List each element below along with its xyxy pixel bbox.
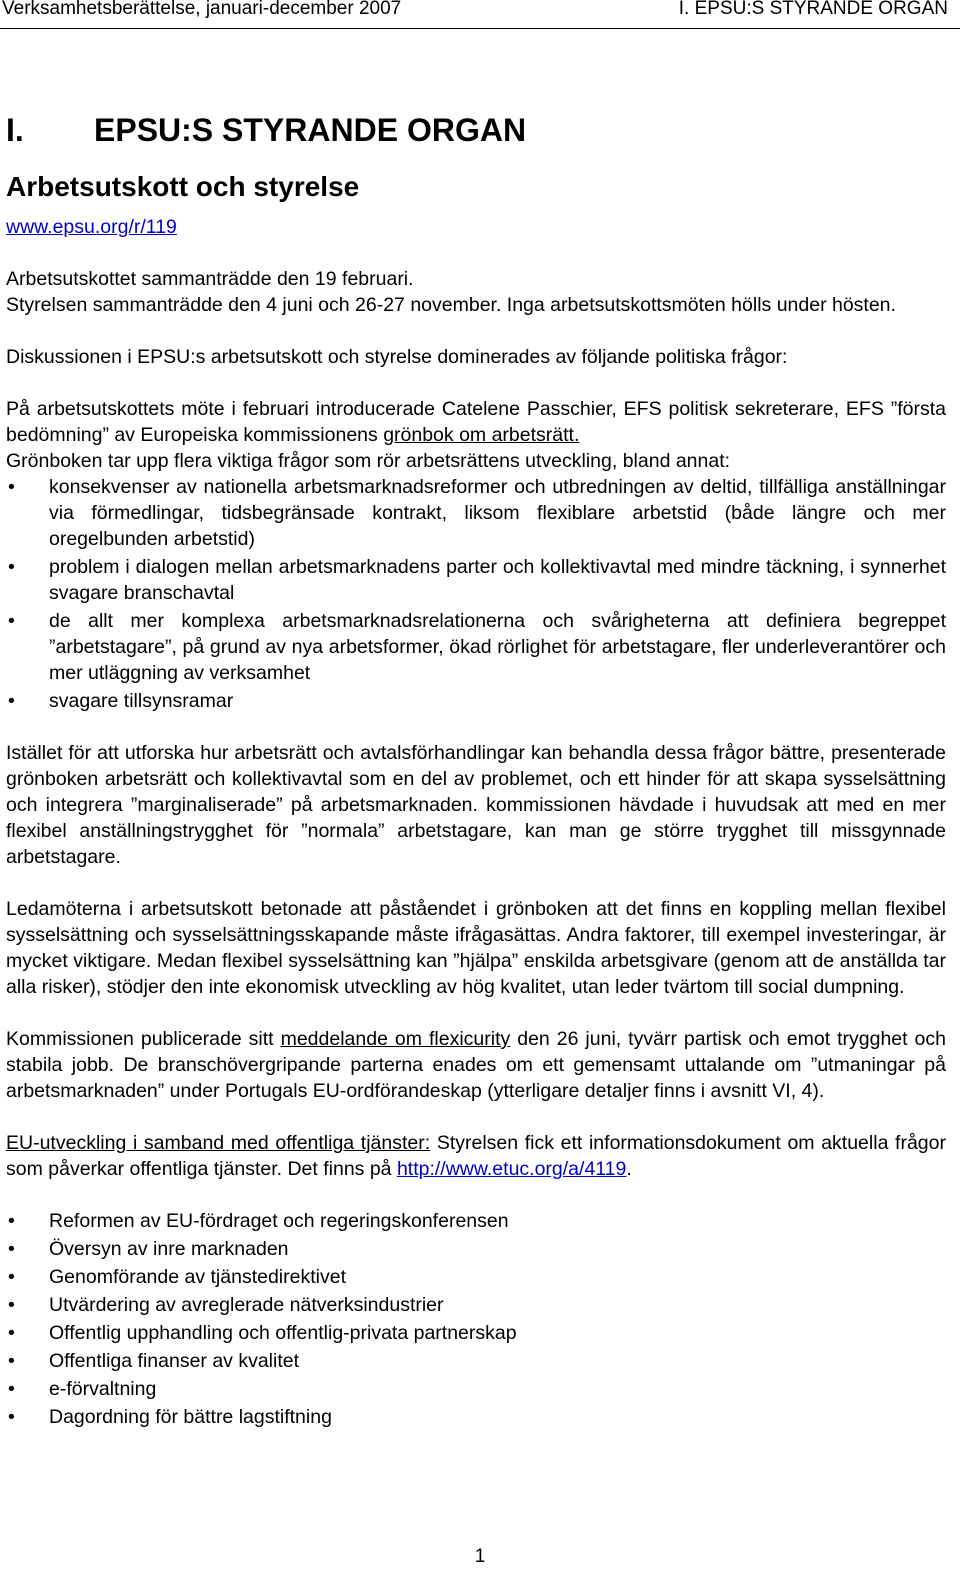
list-item: • Översyn av inre marknaden (8, 1238, 289, 1260)
etuc-link[interactable]: http://www.etuc.org/a/4119 (396, 1158, 627, 1180)
public-services-heading: EU-utveckling i samband med offentliga tjänster: (6, 1132, 431, 1154)
list-item: • Utvärdering av avreglerade nätverksindustrier (8, 1294, 444, 1316)
list-item: • Genomförande av tjänstedirektivet (8, 1266, 346, 1288)
green-paper-text: På arbetsutskottets möte i februari introducerade Catelene Passchier, EFS politisk sekreterare, EFS ”första bedömning” av Europeiska kommissionens (6, 398, 946, 446)
intro-paragraph: Diskussionen i EPSU:s arbetsutskott och styrelse dominerades av följande politiska frågor: (6, 346, 788, 368)
bullet-icon: • (8, 556, 15, 578)
green-paper-list (6, 474, 946, 714)
bullet-icon: • (8, 1378, 15, 1400)
bullet-icon: • (8, 1238, 15, 1260)
chapter-heading (6, 110, 946, 150)
members-paragraph: Ledamöterna i arbetsutskott betonade att påståendet i grönboken att det finns en koppling mellan flexibel sysselsättning och sysselsättningsskapande måste ifrågasättas. Andra faktorer, till exempel investeringar, är mycket viktigare. Medan flexibel sysselsättning kan ”hjälpa” enskilda arbetsgivare (genom att de anställda tar alla risker), stödjer den inte ekonomisk utveckling av hög kvalitet, utan leder tvärtom till social dumpning. (6, 898, 946, 998)
flexicurity-paragraph: Kommissionen publicerade sitt meddelande om flexicurity den 26 juni, tyvärr partisk och emot trygghet och stabila jobb. De branschövergripande parterna enades om ett gemensamt uttalande om ”utmaningar på arbetsmarknaden” under Portugals EU-ordförandeskap (ytterligare detaljer finns i avsnitt VI, 4). (6, 1028, 946, 1102)
document-body (6, 110, 946, 1432)
list-item: • Dagordning för bättre lagstiftning (8, 1406, 332, 1428)
bullet-icon: • (8, 690, 15, 712)
bullet-icon: • (8, 610, 15, 632)
header-right: I. EPSU:S STYRANDE ORGAN (678, 0, 948, 19)
header-left: Verksamhetsberättelse, januari-december 2007 (2, 0, 402, 19)
list-item: • Offentlig upphandling och offentlig-privata partnerskap (8, 1322, 517, 1344)
meeting-line-1: Arbetsutskottet sammanträdde den 19 februari. (6, 268, 414, 290)
public-services-list (6, 1208, 946, 1430)
chapter-title: EPSU:S STYRANDE ORGAN (94, 112, 527, 148)
bullet-icon: • (8, 476, 15, 498)
list-item: • problem i dialogen mellan arbetsmarknadens parter och kollektivavtal med mindre täckning, i synnerhet svagare branschavtal (8, 556, 946, 604)
list-item: • Offentliga finanser av kvalitet (8, 1350, 300, 1372)
list-item: • de allt mer komplexa arbetsmarknadsrelationerna och svårigheterna att definiera begreppet ”arbetstagare”, på grund av nya arbetsformer, ökad rörlighet för arbetstagare, fler underleverantörer och mer utläggning av verksamhet (8, 610, 946, 684)
list-item: • svagare tillsynsramar (8, 690, 234, 712)
green-paper-link[interactable]: grönbok om arbetsrätt. (383, 424, 580, 446)
list-item: • konsekvenser av nationella arbetsmarknadsreformer och utbredningen av deltid, tillfälliga anställningar via förmedlingar, tidsbegränsade kontrakt, liksom flexiblare arbetstid (både längre och mer oregelbunden arbetstid) (8, 476, 946, 550)
bullet-icon: • (8, 1322, 15, 1344)
bullet-icon: • (8, 1266, 15, 1288)
bullet-icon: • (8, 1210, 15, 1232)
bullet-icon: • (8, 1350, 15, 1372)
public-services-paragraph: EU-utveckling i samband med offentliga tjänster: Styrelsen fick ett informationsdokument om aktuella frågor som påverkar offentliga tjänster. Det finns på http://www.etuc.org/a/4119. (6, 1132, 946, 1180)
flexicurity-link[interactable]: meddelande om flexicurity (280, 1028, 511, 1050)
green-paper-paragraph (6, 396, 946, 448)
bullet-icon: • (8, 1406, 15, 1428)
chapter-number: I. (6, 112, 24, 148)
list-item: • e-förvaltning (8, 1378, 157, 1400)
section-title: Arbetsutskott och styrelse (6, 171, 360, 202)
list-item: • Reformen av EU-fördraget och regeringskonferensen (8, 1210, 509, 1232)
instead-paragraph: Istället för att utforska hur arbetsrätt och avtalsförhandlingar kan behandla dessa frågor bättre, presenterade grönboken arbetsrätt och kollektivavtal som en del av problemet, och ett hinder för att skapa sysselsättning och integrera ”marginaliserade” på arbetsmarknaden. kommissionen hävdade i huvudsak att med en mer flexibel anställningstrygghet för ”normala” arbetstagare, kan man ge större trygghet till missgynnade arbetstagare. (6, 742, 946, 868)
meeting-line-2: Styrelsen sammanträdde den 4 juni och 26-27 november. Inga arbetsutskottsmöten hölls under hösten. (6, 294, 896, 316)
green-paper-intro: Grönboken tar upp flera viktiga frågor som rör arbetsrättens utveckling, bland annat: (6, 450, 731, 472)
bullet-icon: • (8, 1294, 15, 1316)
section-link[interactable]: www.epsu.org/r/119 (6, 216, 177, 238)
page-number: 1 (474, 1546, 486, 1567)
running-header (0, 0, 960, 29)
